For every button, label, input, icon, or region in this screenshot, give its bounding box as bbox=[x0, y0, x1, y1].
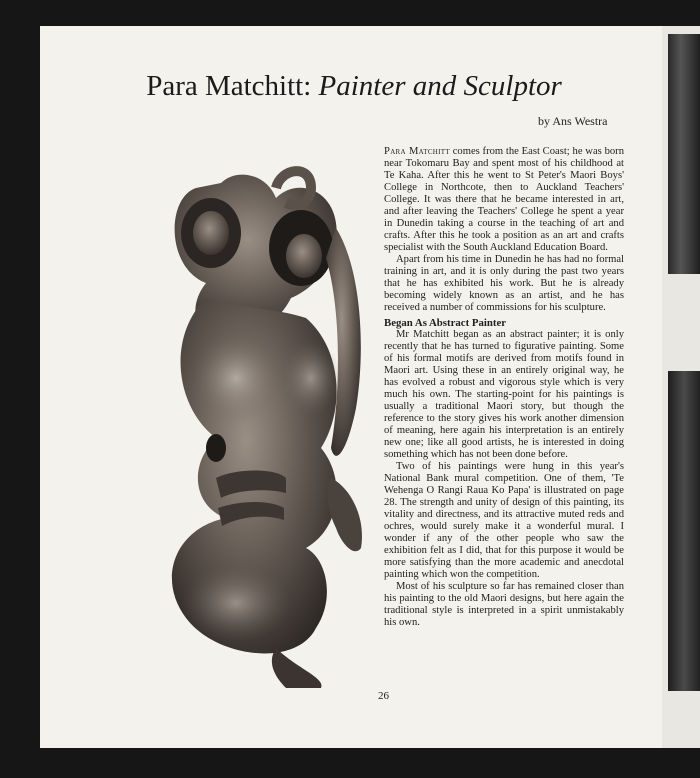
page-number: 26 bbox=[378, 690, 389, 702]
paragraph-1 bbox=[384, 146, 624, 254]
next-page-photo-top bbox=[668, 34, 700, 274]
paragraph-2: Apart from his time in Dunedin he has had no formal training in art, and it is only during the past two years that he has exhibited his work. But he is already becoming widely known as an artist, and he has received a number of commissions for his sculpture. bbox=[384, 254, 624, 313]
subheading: Began As Abstract Painter bbox=[384, 317, 507, 329]
sculpture-photo bbox=[126, 148, 376, 688]
next-page-photo-bottom bbox=[668, 371, 700, 691]
byline: by Ans Westra bbox=[538, 114, 608, 128]
paragraph-3: Mr Matchitt began as an abstract painter; it is only recently that he has turned to figurative painting. Some of his formal motifs are derived from motifs found in Maori art. Using these in an entirely original way, he has evolved a robust and vigorous style which is very much his own. The starting-point for his paintings is usually a traditional Maori story, but though the reference to the story gives his work another dimension of meaning, here again his interpretation is an entirely new one; like all good artists, he is interested in doing something which has not been done before. bbox=[384, 329, 624, 460]
magazine-page bbox=[40, 26, 668, 748]
lead-smallcaps: Para Matchitt bbox=[384, 146, 450, 157]
paragraph-1-rest: comes from the East Coast; he was born near Tokomaru Bay and spent most of his childhood at Te Kaha. After this he went to St Peter's Maori Boys' College in Northcote, then to Auckland Teachers' College. It was there that he became interested in art, and after leaving the Teachers' College he spent a year in Dunedin taking a course in the teaching of art and crafts. After this he took a position as an art and crafts specialist with the South Auckland Education Board. bbox=[384, 146, 624, 253]
next-page-edge bbox=[662, 26, 700, 748]
paragraph-5: Most of his sculpture so far has remained closer than his painting to the old Maori designs, but here again the traditional style is interpreted in a spirit unmistakably his own. bbox=[384, 581, 624, 628]
title-plain: Para Matchitt: bbox=[146, 70, 319, 102]
paragraph-4: Two of his paintings were hung in this year's National Bank mural competition. One of them, 'Te Wehenga O Rangi Raua Ko Papa' is illustrated on page 28. The strength and unity of design of this painting, its vitality and directness, and its attractive muted reds and ochres, would surely make it a wonderful mural. I wonder if any of the other people who saw the exhibition felt as I did, that for this purpose it would be more satisfying than the more academic and anecdotal painting which won the competition. bbox=[384, 461, 624, 580]
article-title bbox=[40, 70, 668, 103]
title-italic: Painter and Sculptor bbox=[318, 70, 562, 102]
article-body bbox=[384, 146, 624, 629]
